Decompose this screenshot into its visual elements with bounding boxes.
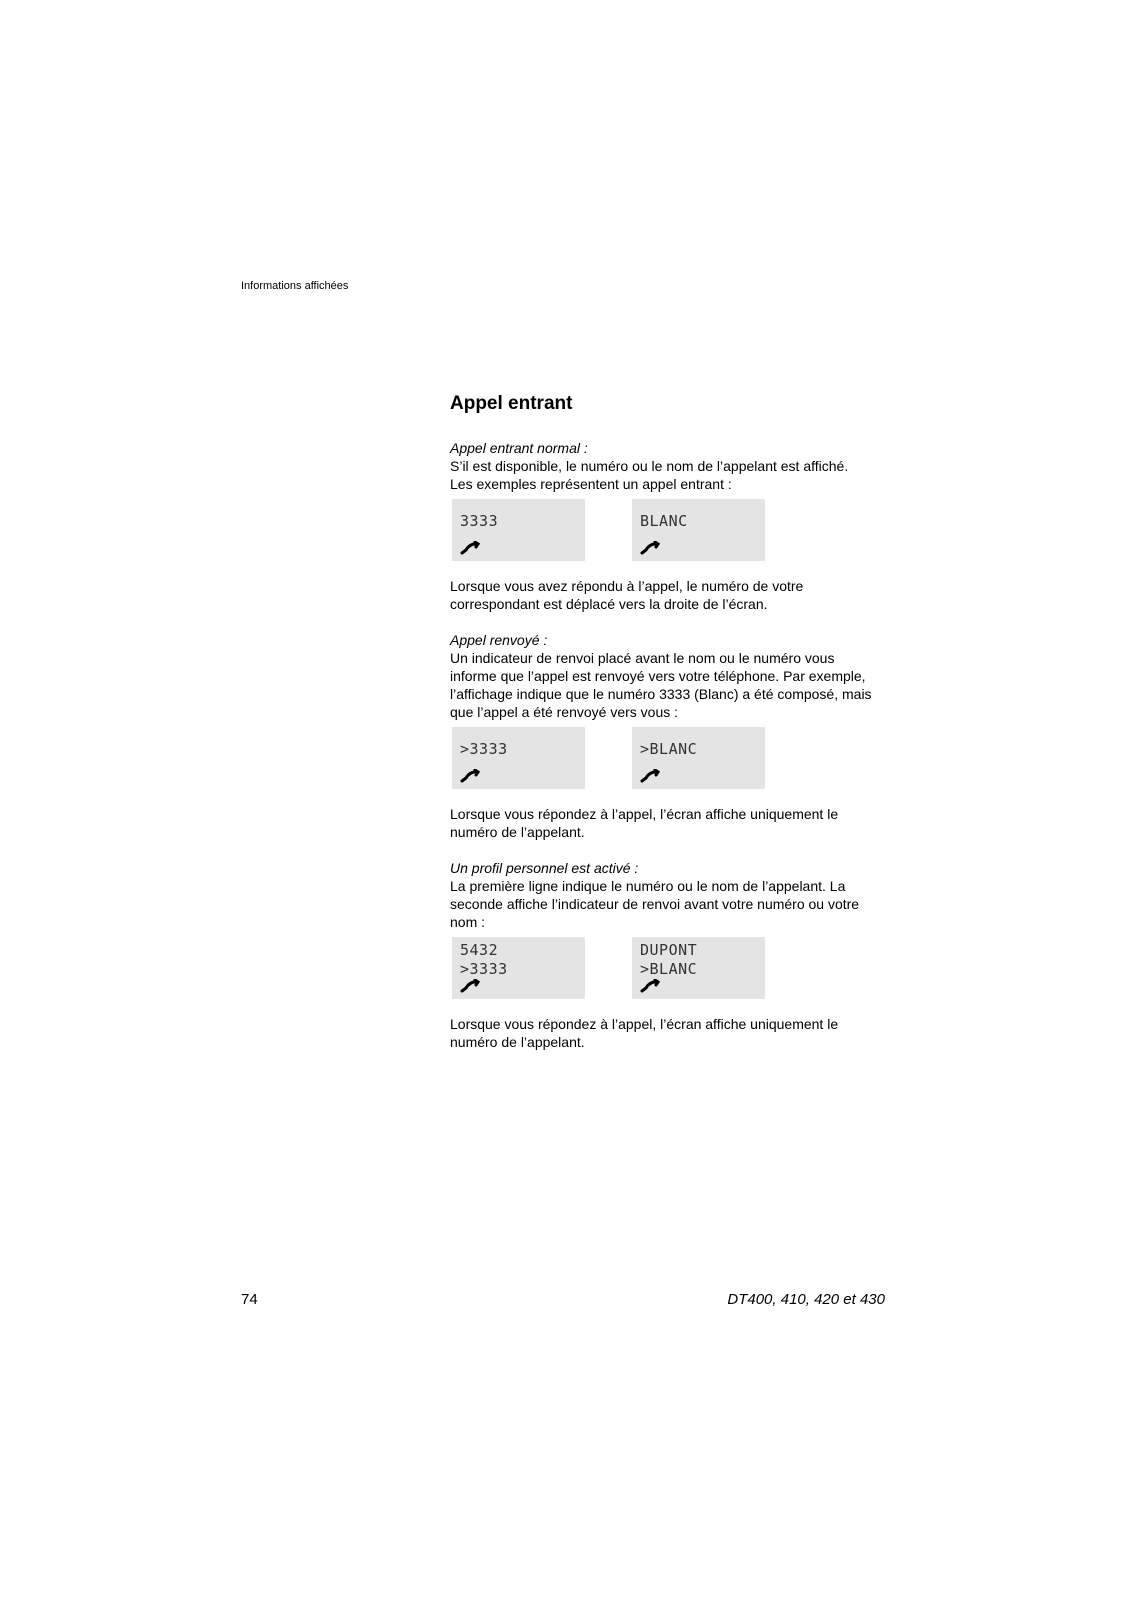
handset-icon [640,541,660,555]
section-intro [450,457,890,493]
text-line: informe que l’appel est renvoyé vers votre téléphone. Par exemple, [450,668,866,684]
display-examples [450,727,890,789]
lcd-line: >3333 [460,960,508,978]
lcd-line: DUPONT [640,941,698,959]
section-intro [450,649,890,721]
section-subhead: Appel entrant normal : [450,440,588,456]
lcd-display [632,937,765,999]
section-subhead: Appel renvoyé : [450,632,548,648]
handset-icon [460,769,480,783]
handset-icon [460,979,480,993]
text-line: nom : [450,914,486,930]
text-line: Lorsque vous avez répondu à l’appel, le numéro de votre [450,578,804,594]
lcd-display [632,499,765,561]
text-line: Lorsque vous répondez à l’appel, l’écran affiche uniquement le [450,1016,839,1032]
lcd-line: >BLANC [640,960,698,978]
text-line: S’il est disponible, le numéro ou le nom de l’appelant est affiché. [450,458,849,474]
text-line: seconde affiche l’indicateur de renvoi avant votre numéro ou votre [450,896,860,912]
page-title: Appel entrant [450,393,573,414]
text-line: numéro de l’appelant. [450,824,585,840]
section-intro [450,877,890,931]
text-line: que l’appel a été renvoyé vers vous : [450,704,679,720]
handset-icon [640,769,660,783]
section-normal-call [450,439,890,613]
lcd-line: 5432 [460,941,499,959]
text-line: l’affichage indique que le numéro 3333 (Blanc) a été composé, mais [450,686,872,702]
lcd-line: 3333 [460,512,499,530]
model-name: DT400, 410, 420 et 430 [727,1291,885,1308]
text-line: Les exemples représentent un appel entrant : [450,476,732,492]
handset-icon [640,979,660,993]
section-after [450,1015,890,1051]
handset-icon [460,541,480,555]
text-line: Un indicateur de renvoi placé avant le nom ou le numéro vous [450,650,835,666]
text-line: numéro de l’appelant. [450,1034,585,1050]
text-line: Lorsque vous répondez à l’appel, l’écran affiche uniquement le [450,806,839,822]
lcd-display [632,727,765,789]
display-examples [450,499,890,561]
section-forwarded-call [450,631,890,841]
section-personal-profile [450,859,890,1051]
lcd-line: BLANC [640,512,688,530]
text-line: La première ligne indique le numéro ou le nom de l’appelant. La [450,878,846,894]
lcd-display [452,937,585,999]
lcd-display [452,499,585,561]
section-after [450,805,890,841]
section-subhead: Un profil personnel est activé : [450,860,639,876]
running-header: Informations affichées [241,280,349,292]
lcd-line: >BLANC [640,740,698,758]
lcd-line: >3333 [460,740,508,758]
page-number: 74 [241,1291,258,1308]
main-content [450,393,890,1069]
lcd-display [452,727,585,789]
section-after [450,577,890,613]
display-examples [450,937,890,999]
text-line: correspondant est déplacé vers la droite de l’écran. [450,596,768,612]
